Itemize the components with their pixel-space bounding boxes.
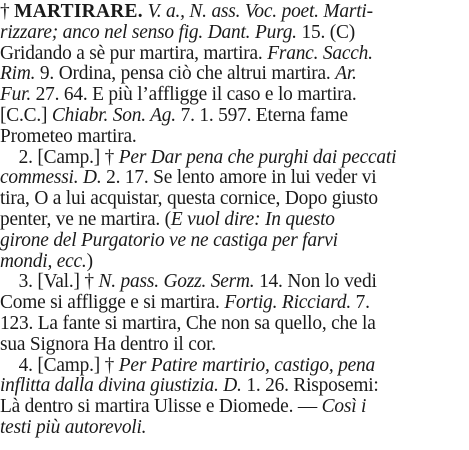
entry-line [0, 355, 466, 377]
text-segment: rizzare; anco nel senso fig. Dant. Purg. [0, 21, 297, 43]
text-segment: Come si affligge e si martira. [0, 292, 225, 314]
entry-line [0, 63, 466, 85]
entry-line [0, 22, 466, 44]
entry-line [0, 375, 466, 397]
text-segment: mondi, ecc. [0, 250, 87, 272]
entry-line [0, 251, 466, 273]
text-segment: inflitta dalla divina giustizia. D. [0, 375, 242, 397]
text-segment: Ar. [335, 63, 357, 85]
entry-line [0, 230, 466, 252]
text-segment: 7. 1. 597. Eterna fame [175, 105, 348, 126]
entry-line [0, 313, 466, 335]
text-segment: Chiabr. Son. Ag. [51, 105, 176, 126]
text-segment: 1. 26. Risposemi: [241, 375, 379, 397]
text-segment: sua Signora Ha dentro il cor. [0, 333, 216, 355]
text-segment: 9. Ordina, pensa ciò che altrui martira. [35, 63, 336, 85]
text-segment: Così i [321, 396, 367, 418]
text-segment: penter, ve ne martira. ( [0, 209, 171, 230]
text-segment: Gridando a sè pur martira, martira. [0, 42, 268, 64]
text-segment: tira, O a lui acquistar, questa cornice, Dopo giusto [0, 188, 378, 210]
entry-line [0, 84, 466, 106]
entry-line [0, 271, 466, 293]
entry-line [0, 1, 466, 23]
text-segment: Là dentro si martira Ulisse e Diomede. — [0, 396, 322, 418]
text-segment: ) [86, 250, 93, 272]
text-segment: testi più autorevoli. [0, 417, 147, 438]
text-segment: [C.C.] [0, 105, 52, 126]
text-segment: V. a., N. ass. Voc. poet. Marti- [147, 1, 373, 22]
text-segment: N. pass. Gozz. Serm. [98, 271, 255, 293]
text-segment: 2. 17. Se lento amore in lui veder vi [101, 167, 377, 189]
text-segment: Prometeo martira. [0, 125, 137, 147]
entry-line [0, 188, 466, 210]
entry-line [0, 147, 466, 169]
entry-line [0, 43, 466, 65]
text-segment: Per Patire martirio, castigo, pena [118, 354, 376, 376]
text-segment: 14. Non lo vedi [254, 271, 377, 293]
text-segment: girone del Purgatorio ve ne castiga per farvi [0, 229, 338, 251]
text-segment: Franc. Sacch. [267, 42, 373, 64]
entry-line [0, 396, 466, 418]
entry-line [0, 334, 466, 356]
text-segment: 15. (C) [296, 21, 355, 43]
text-segment: Per Dar pena che purghi dai peccati [118, 146, 397, 168]
entry-line [0, 167, 466, 189]
text-segment: 4. [Camp.] † [0, 354, 119, 376]
text-segment: MARTIRARE. [14, 1, 143, 22]
text-segment: 7. [350, 292, 370, 314]
entry-line [0, 105, 466, 127]
entry-line [0, 417, 466, 439]
text-segment: 3. [Val.] † [0, 271, 99, 293]
text-segment: Fortig. Ricciard. [224, 292, 351, 314]
text-segment: E vuol dire: In questo [170, 209, 335, 230]
entry-line [0, 126, 466, 148]
text-segment: Rim. [0, 63, 36, 85]
entry-line [0, 209, 466, 231]
entry-line [0, 292, 466, 314]
text-segment: 27. 64. E più l’affligge il caso e lo martira. [30, 84, 357, 106]
text-segment: 123. La fante si martira, Che non sa quello, che la [0, 313, 376, 334]
text-segment: † [0, 1, 15, 22]
text-segment: Fur. [0, 84, 31, 106]
text-segment: 2. [Camp.] † [0, 146, 119, 168]
text-segment: commessi. D. [0, 167, 102, 189]
